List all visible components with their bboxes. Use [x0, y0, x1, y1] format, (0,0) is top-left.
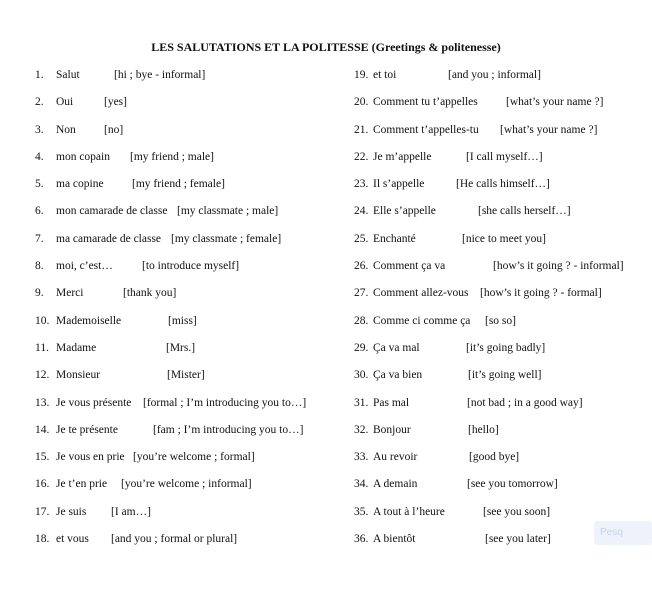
list-item: [354, 315, 650, 342]
list-item: [35, 69, 345, 96]
item-number: 14.: [35, 423, 50, 436]
english-translation: [how’s it going ? - formal]: [480, 287, 602, 300]
list-item: [354, 233, 650, 260]
english-translation: [see you soon]: [483, 505, 551, 518]
french-term: et toi: [373, 69, 397, 81]
english-translation: [thank you]: [123, 287, 177, 300]
item-number: 9.: [35, 287, 44, 300]
english-translation: [my classmate ; male]: [177, 205, 279, 218]
item-number: 23.: [354, 178, 369, 191]
item-number: 22.: [354, 150, 369, 163]
item-number: 1.: [35, 69, 44, 81]
french-term: Ça va bien: [373, 369, 423, 382]
item-number: 2.: [35, 96, 44, 109]
english-translation: [it’s going badly]: [466, 341, 546, 354]
item-number: 17.: [35, 505, 50, 518]
list-item: [35, 369, 345, 396]
english-translation: [see you later]: [485, 533, 551, 546]
english-translation: [my classmate ; female]: [171, 232, 282, 245]
list-item: [354, 397, 650, 424]
french-term: mon camarade de classe: [56, 205, 168, 218]
french-term: Oui: [56, 96, 74, 109]
list-item: [35, 315, 345, 342]
item-number: 21.: [354, 123, 369, 136]
french-term: Salut: [56, 69, 80, 81]
list-item: [354, 342, 650, 369]
list-item: [35, 478, 345, 505]
item-number: 24.: [354, 205, 369, 218]
item-number: 8.: [35, 260, 44, 273]
english-translation: [not bad ; in a good way]: [467, 396, 583, 409]
french-term: A demain: [373, 478, 418, 491]
french-term: Je vous présente: [56, 396, 132, 409]
english-translation: [good bye]: [469, 451, 520, 464]
french-term: Bonjour: [373, 423, 411, 436]
list-item: [354, 178, 650, 205]
list-item: [35, 178, 345, 205]
english-translation: [you’re welcome ; informal]: [121, 478, 252, 491]
english-translation: [my friend ; female]: [132, 178, 225, 191]
list-item: [35, 287, 345, 314]
french-term: Au revoir: [373, 451, 418, 464]
english-translation: [my friend ; male]: [130, 150, 214, 163]
list-item: [354, 451, 650, 478]
french-term: Comment t’appelles-tu: [373, 123, 479, 136]
item-number: 4.: [35, 150, 44, 163]
item-number: 13.: [35, 396, 50, 409]
english-translation: [she calls herself…]: [478, 205, 571, 218]
item-number: 15.: [35, 451, 50, 464]
list-item: [354, 96, 650, 123]
english-translation: [and you ; formal or plural]: [111, 533, 238, 546]
french-term: ma copine: [56, 178, 104, 191]
french-term: Je vous en prie: [56, 451, 125, 464]
item-number: 35.: [354, 505, 369, 518]
english-translation: [formal ; I’m introducing you to…]: [143, 396, 307, 409]
english-translation: [what’s your name ?]: [506, 96, 604, 109]
english-translation: [and you ; informal]: [448, 69, 541, 81]
french-term: Comment tu t’appelles: [373, 96, 478, 109]
english-translation: [miss]: [168, 314, 197, 327]
french-term: Pas mal: [373, 396, 410, 409]
french-term: et vous: [56, 533, 89, 546]
english-translation: [Mister]: [167, 369, 205, 382]
item-number: 3.: [35, 123, 44, 136]
item-number: 28.: [354, 314, 369, 327]
item-number: 19.: [354, 69, 369, 81]
list-item: [354, 369, 650, 396]
item-number: 12.: [35, 369, 50, 382]
english-translation: [hi ; bye - informal]: [114, 69, 206, 81]
list-item: [35, 451, 345, 478]
item-number: 27.: [354, 287, 369, 300]
french-term: Mademoiselle: [56, 314, 122, 327]
item-number: 25.: [354, 232, 369, 245]
list-item: [35, 397, 345, 424]
list-item: [354, 205, 650, 232]
french-term: Elle s’appelle: [373, 205, 436, 218]
page-title: LES SALUTATIONS ET LA POLITESSE (Greetings & politenesse): [151, 40, 501, 54]
item-number: 26.: [354, 260, 369, 273]
item-number: 33.: [354, 451, 369, 464]
english-translation: [I call myself…]: [466, 150, 543, 163]
list-item: [354, 124, 650, 151]
list-item: [35, 533, 345, 560]
item-number: 16.: [35, 478, 50, 491]
french-term: Comment ça va: [373, 260, 446, 273]
english-translation: [nice to meet you]: [462, 232, 546, 245]
vocab-list-right: [354, 69, 650, 560]
list-item: [35, 205, 345, 232]
item-number: 11.: [35, 341, 49, 354]
item-number: 29.: [354, 341, 369, 354]
french-term: Comme ci comme ça: [373, 314, 471, 327]
list-item: [35, 424, 345, 451]
french-term: Je suis: [56, 505, 87, 518]
english-translation: [He calls himself…]: [456, 178, 550, 191]
search-overlay-label: Pesq: [600, 527, 623, 538]
list-item: [35, 260, 345, 287]
list-item: [35, 151, 345, 178]
item-number: 32.: [354, 423, 369, 436]
item-number: 7.: [35, 232, 44, 245]
list-item: [35, 233, 345, 260]
item-number: 18.: [35, 533, 50, 546]
french-term: Comment allez-vous: [373, 287, 469, 300]
item-number: 20.: [354, 96, 369, 109]
french-term: Je m’appelle: [373, 150, 432, 163]
french-term: Je t’en prie: [56, 478, 108, 491]
french-term: Il s’appelle: [373, 178, 425, 191]
english-translation: [see you tomorrow]: [467, 478, 558, 491]
list-item: [35, 96, 345, 123]
english-translation: [you’re welcome ; formal]: [133, 451, 255, 464]
item-number: 5.: [35, 178, 44, 191]
french-term: Merci: [56, 287, 84, 300]
french-term: ma camarade de classe: [56, 232, 162, 245]
french-term: mon copain: [56, 150, 110, 163]
english-translation: [no]: [104, 123, 124, 136]
list-item: [354, 151, 650, 178]
french-term: moi, c’est…: [56, 260, 113, 273]
english-translation: [what’s your name ?]: [500, 123, 598, 136]
english-translation: [Mrs.]: [166, 341, 196, 354]
list-item: [354, 69, 650, 96]
french-term: Enchanté: [373, 232, 416, 245]
list-item: [354, 287, 650, 314]
item-number: 31.: [354, 396, 369, 409]
list-item: [354, 478, 650, 505]
english-translation: [so so]: [485, 314, 516, 327]
list-item: [35, 124, 345, 151]
french-term: Monsieur: [56, 369, 101, 382]
item-number: 34.: [354, 478, 369, 491]
list-item: [354, 260, 650, 287]
english-translation: [I am…]: [111, 505, 151, 518]
search-overlay[interactable]: [594, 521, 652, 545]
french-term: Non: [56, 123, 76, 136]
item-number: 6.: [35, 205, 44, 218]
english-translation: [hello]: [468, 423, 499, 436]
english-translation: [to introduce myself]: [142, 260, 240, 273]
french-term: Madame: [56, 341, 97, 354]
english-translation: [it’s going well]: [468, 369, 542, 382]
vocab-list-left: [35, 69, 345, 560]
list-item: [35, 342, 345, 369]
french-term: A bientôt: [373, 533, 416, 546]
list-item: [35, 506, 345, 533]
english-translation: [fam ; I’m introducing you to…]: [153, 423, 304, 436]
item-number: 10.: [35, 314, 50, 327]
item-number: 36.: [354, 533, 369, 546]
english-translation: [how’s it going ? - informal]: [493, 260, 624, 273]
english-translation: [yes]: [104, 96, 127, 109]
french-term: A tout à l’heure: [373, 505, 445, 518]
list-item: [354, 424, 650, 451]
item-number: 30.: [354, 369, 369, 382]
french-term: Je te présente: [56, 423, 118, 436]
french-term: Ça va mal: [373, 341, 420, 354]
